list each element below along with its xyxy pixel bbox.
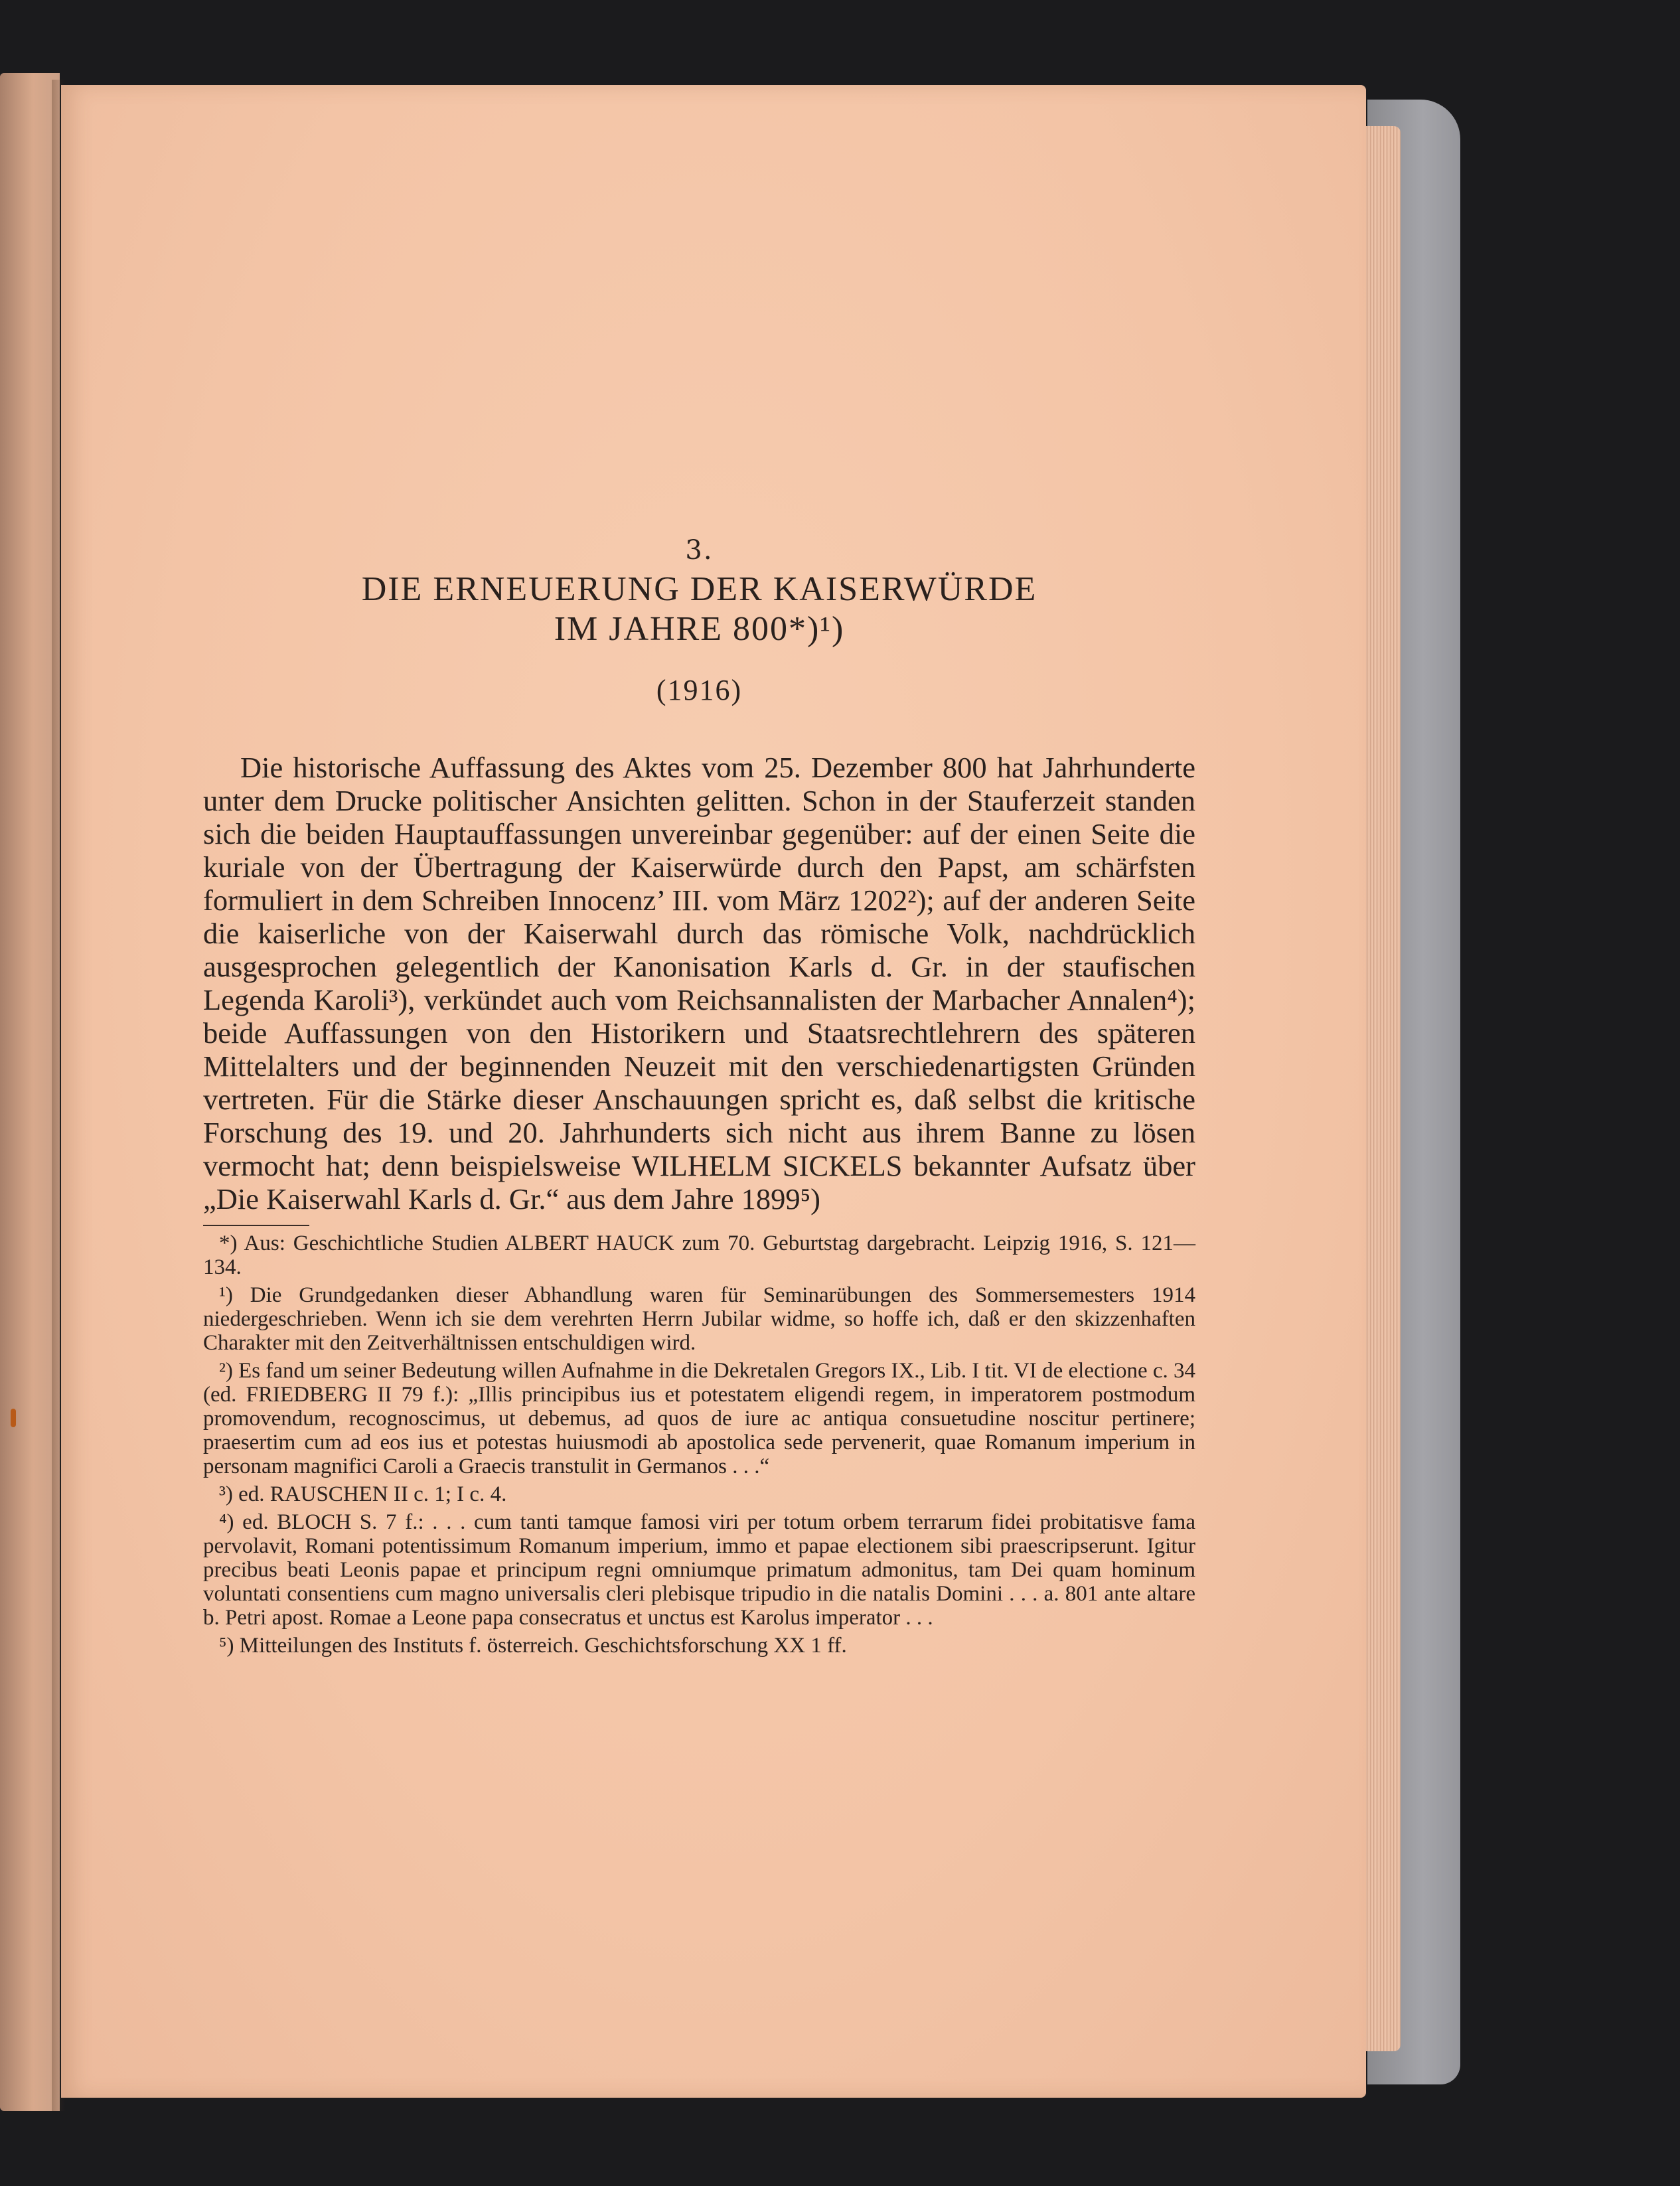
footnote-4: ⁴) ed. BLOCH S. 7 f.: . . . cum tanti tamque famosi viri per totum orbem terrarum fidei probitatisve fama pervolavit, Romani potentissimum Romanum imperium, immo et papae electionem sibi praescripserunt. Igitur precibus beati Leonis papae et principum regni omniumque primatum admonitus, tam Dei quam hominum voluntati consentiens cum magno universalis cleri plebisque tripudio in die natalis Domini . . . a. 801 ante altare b. Petri apost. Romae a Leone papa consecratus et unctus est Karolus imperator . . .	[203, 1510, 1195, 1630]
book-page	[61, 85, 1366, 2098]
footnote-star: *) Aus: Geschichtliche Studien ALBERT HAUCK zum 70. Geburtstag dargebracht. Leipzig 1916, S. 121—134.	[203, 1231, 1195, 1279]
chapter-title	[203, 570, 1195, 649]
body-text	[203, 751, 1195, 1215]
left-page-edge	[0, 73, 60, 2111]
ink-mark	[11, 1409, 16, 1427]
chapter-title-line-1: DIE ERNEUERUNG DER KAISERWÜRDE	[361, 570, 1037, 608]
footnote-5: ⁵) Mitteilungen des Instituts f. österreich. Geschichtsforschung XX 1 ff.	[219, 1634, 847, 1658]
footnote-2: ²) Es fand um seiner Bedeutung willen Aufnahme in die Dekretalen Gregors IX., Lib. I tit. VI de electione c. 34 (ed. FRIEDBERG II 79 f.): „Illis principibus ius et potestatem eligendi regem, in imperatorem postmodum promovendum, recognoscimus, ut debemus, ad quos de iure ac antiqua consuetudine noscitur pertinere; praesertim cum ad eos ius et potestas huiusmodi ab apostolica sede pervenerit, quae Romanum imperium in personam magnifici Caroli a Graecis transtulit in Germanos . . .“	[203, 1359, 1195, 1478]
footnote-rule	[203, 1225, 309, 1226]
footnote-1: ¹) Die Grundgedanken dieser Abhandlung waren für Seminarübungen des Sommersemesters 1914 niedergeschrieben. Wenn ich sie dem verehrten Herrn Jubilar widme, so hoffe ich, daß er den skizzenhaften Charakter mit den Zeitverhältnissen entschuldigen wird.	[203, 1283, 1195, 1355]
footnotes	[203, 1225, 1195, 1658]
body-paragraph: Die historische Auffassung des Aktes vom 25. Dezember 800 hat Jahrhunderte unter dem Drucke politischer Ansichten gelitten. Schon in der Stauferzeit standen sich die beiden Hauptauffassungen unvereinbar gegenüber: auf der einen Seite die kuriale von der Übertragung der Kaiserwürde durch den Papst, am schärfsten formuliert in dem Schreiben Innocenz’ III. vom März 1202²); auf der anderen Seite die kaiserliche von der Kaiserwahl durch das römische Volk, nachdrücklich ausgesprochen gelegentlich der Kanonisation Karls d. Gr. in der staufischen Legenda Karoli³), verkündet auch vom Reichsannalisten der Marbacher Annalen⁴); beide Auffassungen von den Historikern und Staatsrechtlehrern des späteren Mittelalters und der beginnenden Neuzeit mit den verschiedenartigsten Gründen vertreten. Für die Stärke dieser Anschauungen spricht es, daß selbst die kritische Forschung des 19. und 20. Jahrhunderts sich nicht aus ihrem Banne zu lösen vermocht hat; denn beispielsweise WILHELM SICKELS bekannter Aufsatz über „Die Kaiserwahl Karls d. Gr.“ aus dem Jahre 1899⁵)	[203, 751, 1195, 1215]
page-edges	[1361, 126, 1401, 2051]
chapter-number: 3.	[685, 535, 714, 566]
chapter-year: (1916)	[656, 674, 743, 706]
chapter-title-line-2: IM JAHRE 800*)¹)	[554, 610, 845, 648]
footnote-3: ³) ed. RAUSCHEN II c. 1; I c. 4.	[219, 1482, 507, 1506]
page-text-block	[203, 437, 1195, 1662]
